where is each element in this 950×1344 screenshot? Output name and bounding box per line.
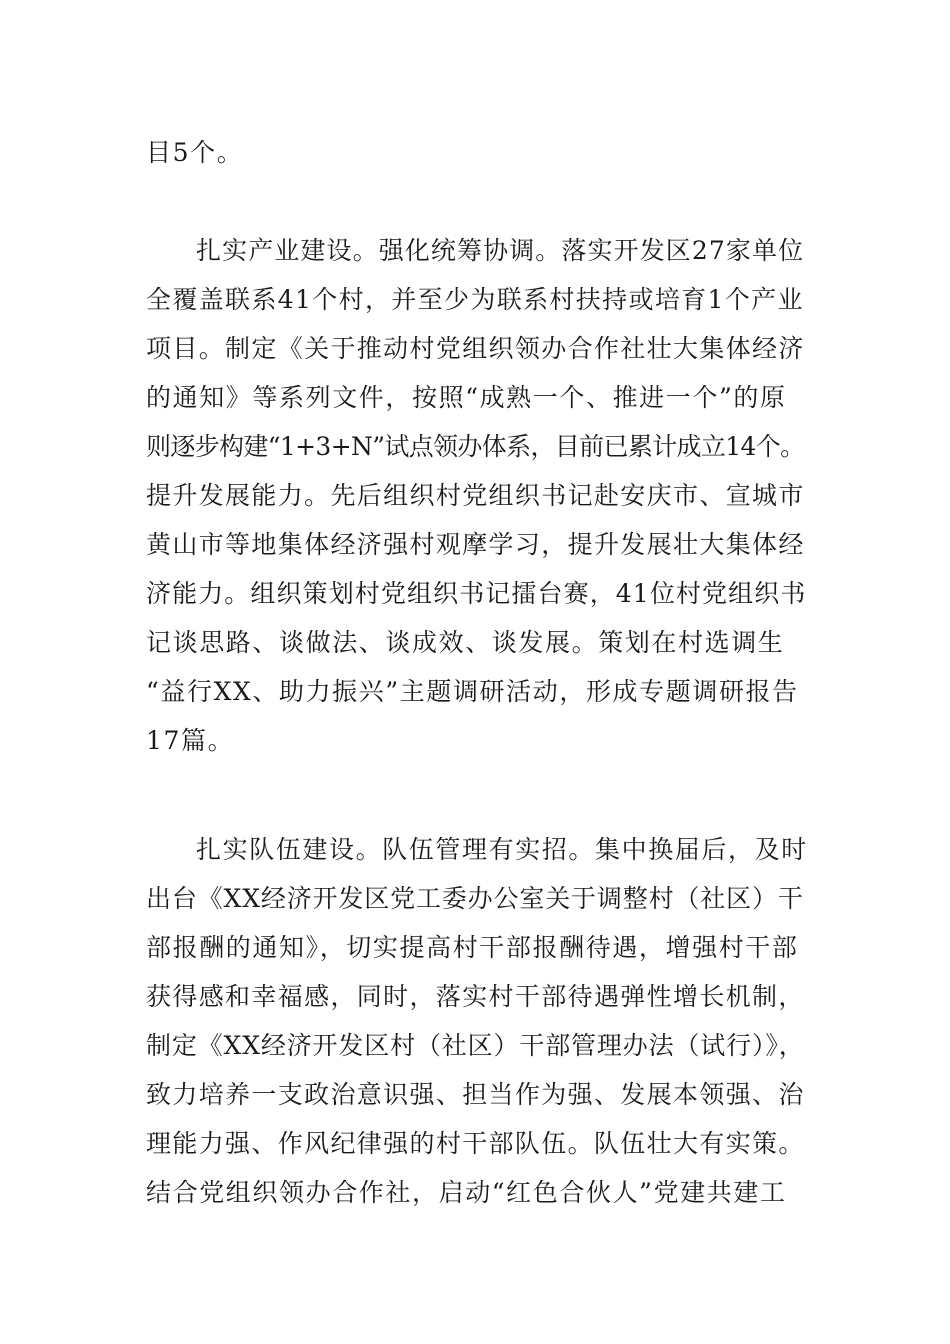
paragraph-0-line-1: 目5个。 [146, 138, 244, 167]
paragraph-2-line-2: 出台《XX经济开发区党工委办公室关于调整村（社区）干 [146, 884, 804, 913]
paragraph-1-line-5: 则逐步构建“1+3+N”试点领办体系，目前已累计成立14个。 [146, 432, 805, 461]
paragraph-1-line-8: 济能力。组织策划村党组织书记擂台赛，41位村党组织书 [146, 579, 807, 608]
paragraph-1-line-6: 提升发展能力。先后组织村党组织书记赴安庆市、宣城市 [146, 481, 805, 510]
paragraph-2-line-7: 理能力强、作风纪律强的村干部队伍。队伍壮大有实策。 [146, 1129, 805, 1158]
paragraph-1-line-2: 全覆盖联系41个村，并至少为联系村扶持或培育1个产业 [146, 285, 804, 314]
paragraph-1-line-1: 扎实产业建设。强化统筹协调。落实开发区27家单位 [196, 236, 805, 265]
paragraph-2-line-1: 扎实队伍建设。队伍管理有实招。集中换届后，及时 [196, 835, 808, 864]
paragraph-2-line-8: 结合党组织领办合作社，启动“红色合伙人”党建共建工 [146, 1178, 787, 1207]
paragraph-1-line-11: 17篇。 [146, 726, 235, 755]
paragraph-2-line-4: 获得感和幸福感，同时，落实村干部待遇弹性增长机制， [146, 982, 805, 1011]
paragraph-1-line-10: “益行XX、助力振兴”主题调研活动，形成专题调研报告 [146, 677, 799, 706]
paragraph-1-line-7: 黄山市等地集体经济强村观摩学习，提升发展壮大集体经 [146, 530, 805, 559]
paragraph-2-line-5: 制定《XX经济开发区村（社区）干部管理办法（试行）》， [146, 1031, 805, 1060]
paragraph-1-line-3: 项目。制定《关于推动村党组织领办合作社壮大集体经济 [146, 334, 805, 363]
paragraph-2-line-6: 致力培养一支政治意识强、担当作为强、发展本领强、治 [146, 1080, 805, 1109]
paragraph-2-line-3: 部报酬的通知》，切实提高村干部报酬待遇，增强村干部 [146, 933, 799, 962]
paragraph-1-line-4: 的通知》等系列文件，按照“成熟一个、推进一个”的原 [146, 383, 787, 412]
paragraph-1-line-9: 记谈思路、谈做法、谈成效、谈发展。策划在村选调生 [146, 628, 785, 657]
